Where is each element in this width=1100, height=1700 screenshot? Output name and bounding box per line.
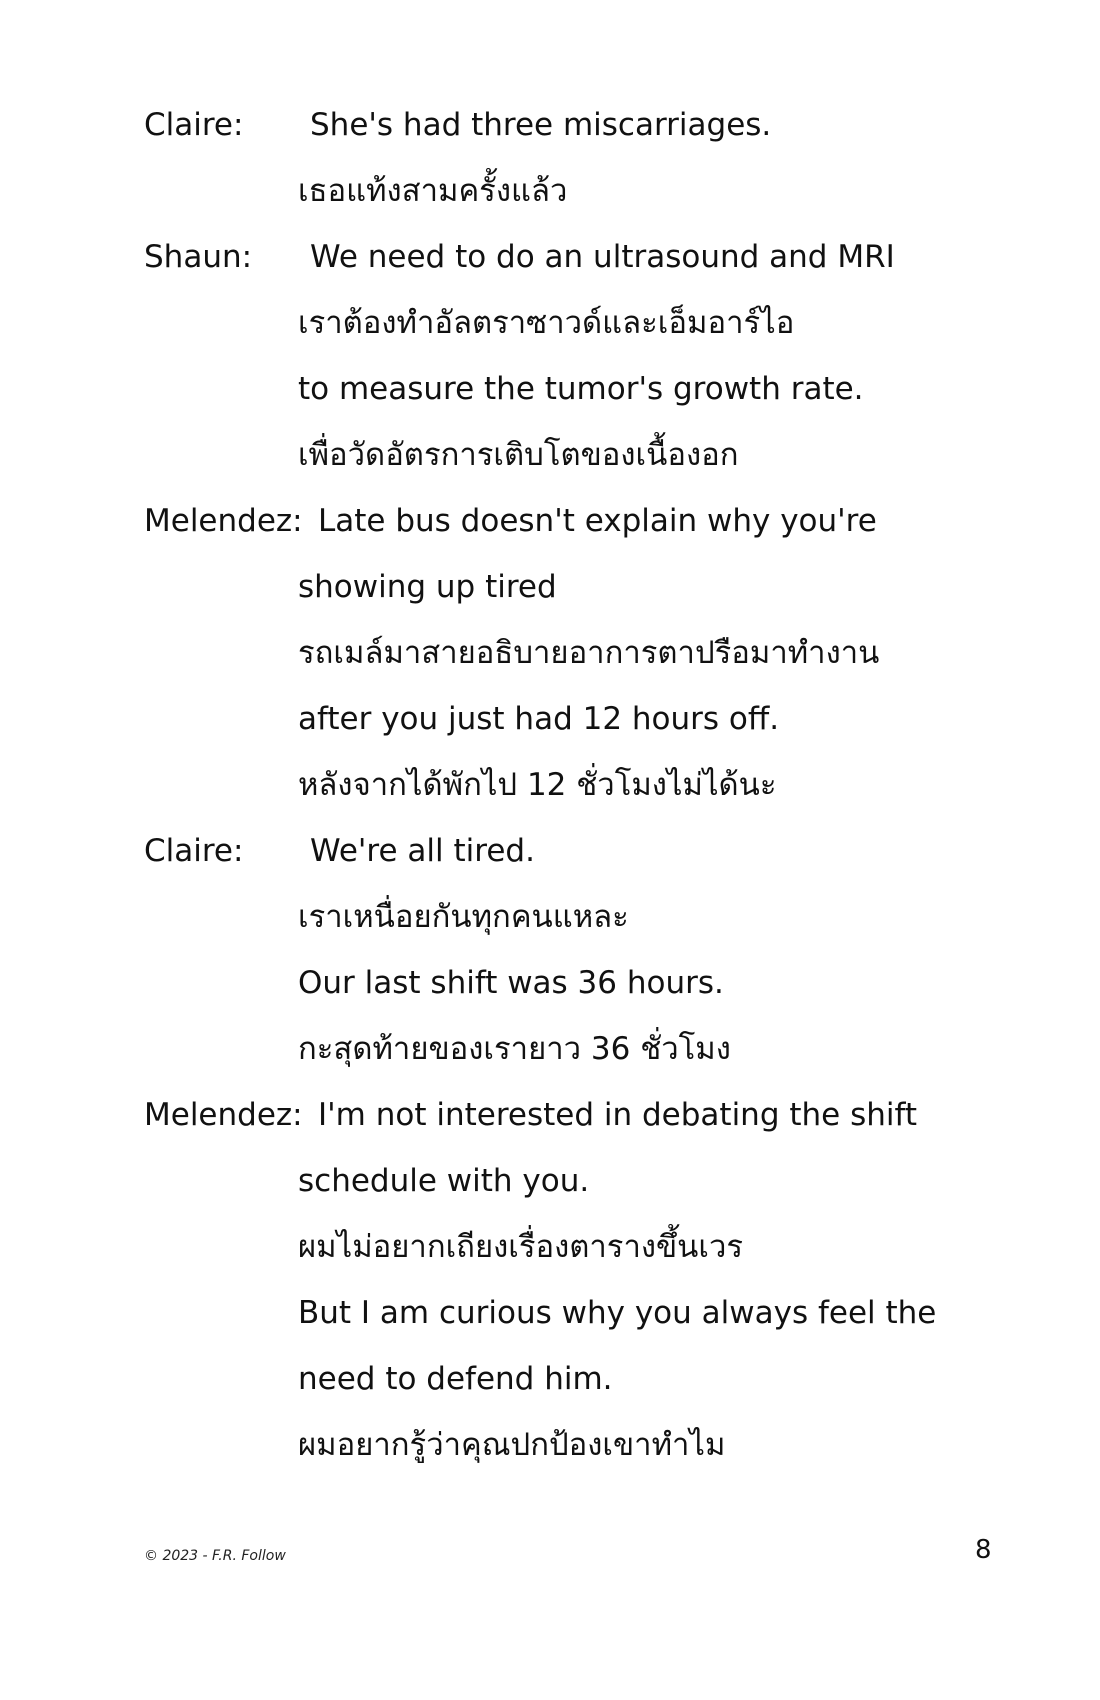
dialogue-line (0, 884, 1100, 950)
dialogue-line (0, 158, 1100, 224)
speaker-name: Shaun: (144, 239, 253, 275)
speaker-name: Melendez: (144, 1097, 303, 1133)
dialogue-line (0, 488, 1100, 554)
dialogue-text: schedule with you. (298, 1163, 590, 1199)
dialogue-line (0, 1148, 1100, 1214)
dialogue-line (0, 290, 1100, 356)
dialogue-text: Late bus doesn't explain why you're (318, 503, 877, 539)
dialogue-text: หลังจากได้พักไป 12 ชั่วโมงไม่ได้นะ (298, 767, 777, 803)
dialogue-text: ผมไม่อยากเถียงเรื่องตารางขึ้นเวร (298, 1229, 744, 1265)
dialogue-line (0, 1280, 1100, 1346)
dialogue-text: รถเมล์มาสายอธิบายอาการตาปรือมาทำงาน (298, 635, 880, 671)
dialogue-text: We're all tired. (310, 833, 535, 869)
dialogue-line (0, 1016, 1100, 1082)
dialogue-text: But I am curious why you always feel the (298, 1295, 937, 1331)
dialogue-line (0, 818, 1100, 884)
dialogue-text: Our last shift was 36 hours. (298, 965, 724, 1001)
speaker-name: Claire: (144, 107, 244, 143)
dialogue-text: ผมอยากรู้ว่าคุณปกป้องเขาทำไม (298, 1427, 726, 1463)
dialogue-line (0, 356, 1100, 422)
dialogue-line (0, 92, 1100, 158)
dialogue-text: We need to do an ultrasound and MRI (310, 239, 895, 275)
dialogue-text: showing up tired (298, 569, 557, 605)
dialogue-line (0, 1412, 1100, 1478)
dialogue-line (0, 422, 1100, 488)
dialogue-text: กะสุดท้ายของเรายาว 36 ชั่วโมง (298, 1031, 731, 1067)
dialogue-text: to measure the tumor's growth rate. (298, 371, 864, 407)
dialogue-text: I'm not interested in debating the shift (318, 1097, 918, 1133)
speaker-name: Melendez: (144, 503, 303, 539)
dialogue-line (0, 620, 1100, 686)
dialogue-text: She's had three miscarriages. (310, 107, 772, 143)
page-number: 8 (975, 1535, 992, 1565)
dialogue-line (0, 686, 1100, 752)
dialogue-line (0, 1082, 1100, 1148)
speaker-name: Claire: (144, 833, 244, 869)
copyright-footer: © 2023 - F.R. Follow (144, 1548, 286, 1564)
dialogue-text: เราเหนื่อยกันทุกคนแหละ (298, 899, 629, 935)
dialogue-text: เธอแท้งสามครั้งแล้ว (298, 173, 568, 209)
dialogue-text: need to defend him. (298, 1361, 613, 1397)
dialogue-line (0, 752, 1100, 818)
dialogue-text: เพื่อวัดอัตรการเติบโตของเนื้องอก (298, 437, 739, 473)
dialogue-line (0, 1346, 1100, 1412)
dialogue-text: เราต้องทำอัลตราซาวด์และเอ็มอาร์ไอ (298, 305, 795, 341)
dialogue-line (0, 224, 1100, 290)
dialogue-line (0, 1214, 1100, 1280)
dialogue-line (0, 554, 1100, 620)
dialogue-line (0, 950, 1100, 1016)
dialogue-text: after you just had 12 hours off. (298, 701, 780, 737)
